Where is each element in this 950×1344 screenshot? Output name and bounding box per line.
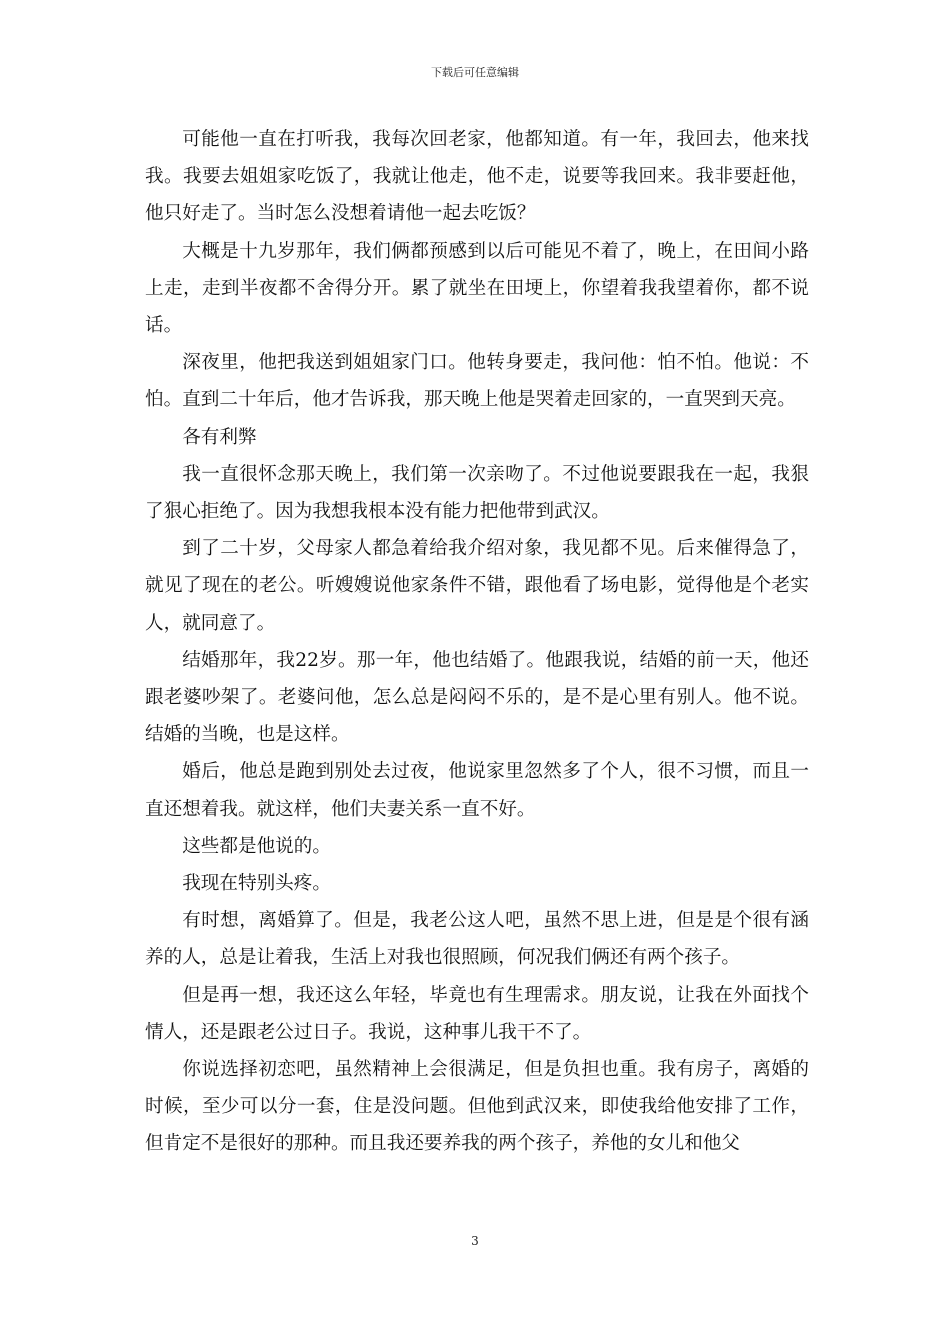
- paragraph: 你说选择初恋吧，虽然精神上会很满足，但是负担也重。我有房子，离婚的时候，至少可以分一套，住是没问题。但他到武汉来，即使我给他安排了工作，但肯定不是很好的那种。而且我还要养我的两个孩子，养他的女儿和他父: [145, 1059, 809, 1155]
- paragraph: 到了二十岁，父母家人都急着给我介绍对象，我见都不见。后来催得急了，就见了现在的老公。听嫂嫂说他家条件不错，跟他看了场电影，觉得他是个老实人，就同意了。: [145, 538, 809, 634]
- page-number: 3: [471, 1234, 479, 1248]
- paragraph: 这些都是他说的。: [182, 835, 331, 857]
- paragraph: 有时想，离婚算了。但是，我老公这人吧，虽然不思上进，但是是个很有涵养的人，总是让着我，生活上对我也很照顾，何况我们俩还有两个孩子。: [145, 910, 809, 969]
- paragraph: 我现在特别头疼。: [182, 873, 331, 895]
- paragraph: 婚后，他总是跑到别处去过夜，他说家里忽然多了个人，很不习惯，而且一直还想着我。就这样，他们夫妻关系一直不好。: [145, 761, 809, 820]
- paragraph: 大概是十九岁那年，我们俩都预感到以后可能见不着了，晚上，在田间小路上走，走到半夜都不舍得分开。累了就坐在田埂上，你望着我我望着你，都不说话。: [145, 240, 809, 337]
- paragraph: 深夜里，他把我送到姐姐家门口。他转身要走，我问他：怕不怕。他说：不怕。直到二十年后，他才告诉我，那天晚上他是哭着走回家的，一直哭到天亮。: [145, 352, 809, 411]
- paragraph: 结婚那年，我22岁。那一年，他也结婚了。他跟我说，结婚的前一天，他还跟老婆吵架了。老婆问他，怎么总是闷闷不乐的，是不是心里有别人。他不说。结婚的当晚，也是这样。: [145, 649, 809, 746]
- section-heading: 各有利弊: [182, 426, 257, 448]
- paragraph: 可能他一直在打听我，我每次回老家，他都知道。有一年，我回去，他来找我。我要去姐姐家吃饭了，我就让他走，他不走，说要等我回来。我非要赶他，他只好走了。当时怎么没想着请他一起去吃饭？: [145, 129, 809, 225]
- document-body: [145, 121, 809, 1163]
- paragraph: 但是再一想，我还这么年轻，毕竟也有生理需求。朋友说，让我在外面找个情人，还是跟老公过日子。我说，这种事儿我干不了。: [145, 984, 809, 1043]
- paragraph: 我一直很怀念那天晚上，我们第一次亲吻了。不过他说要跟我在一起，我狠了狠心拒绝了。因为我想我根本没有能力把他带到武汉。: [145, 463, 809, 523]
- page-header: 下载后可任意编辑: [431, 66, 519, 79]
